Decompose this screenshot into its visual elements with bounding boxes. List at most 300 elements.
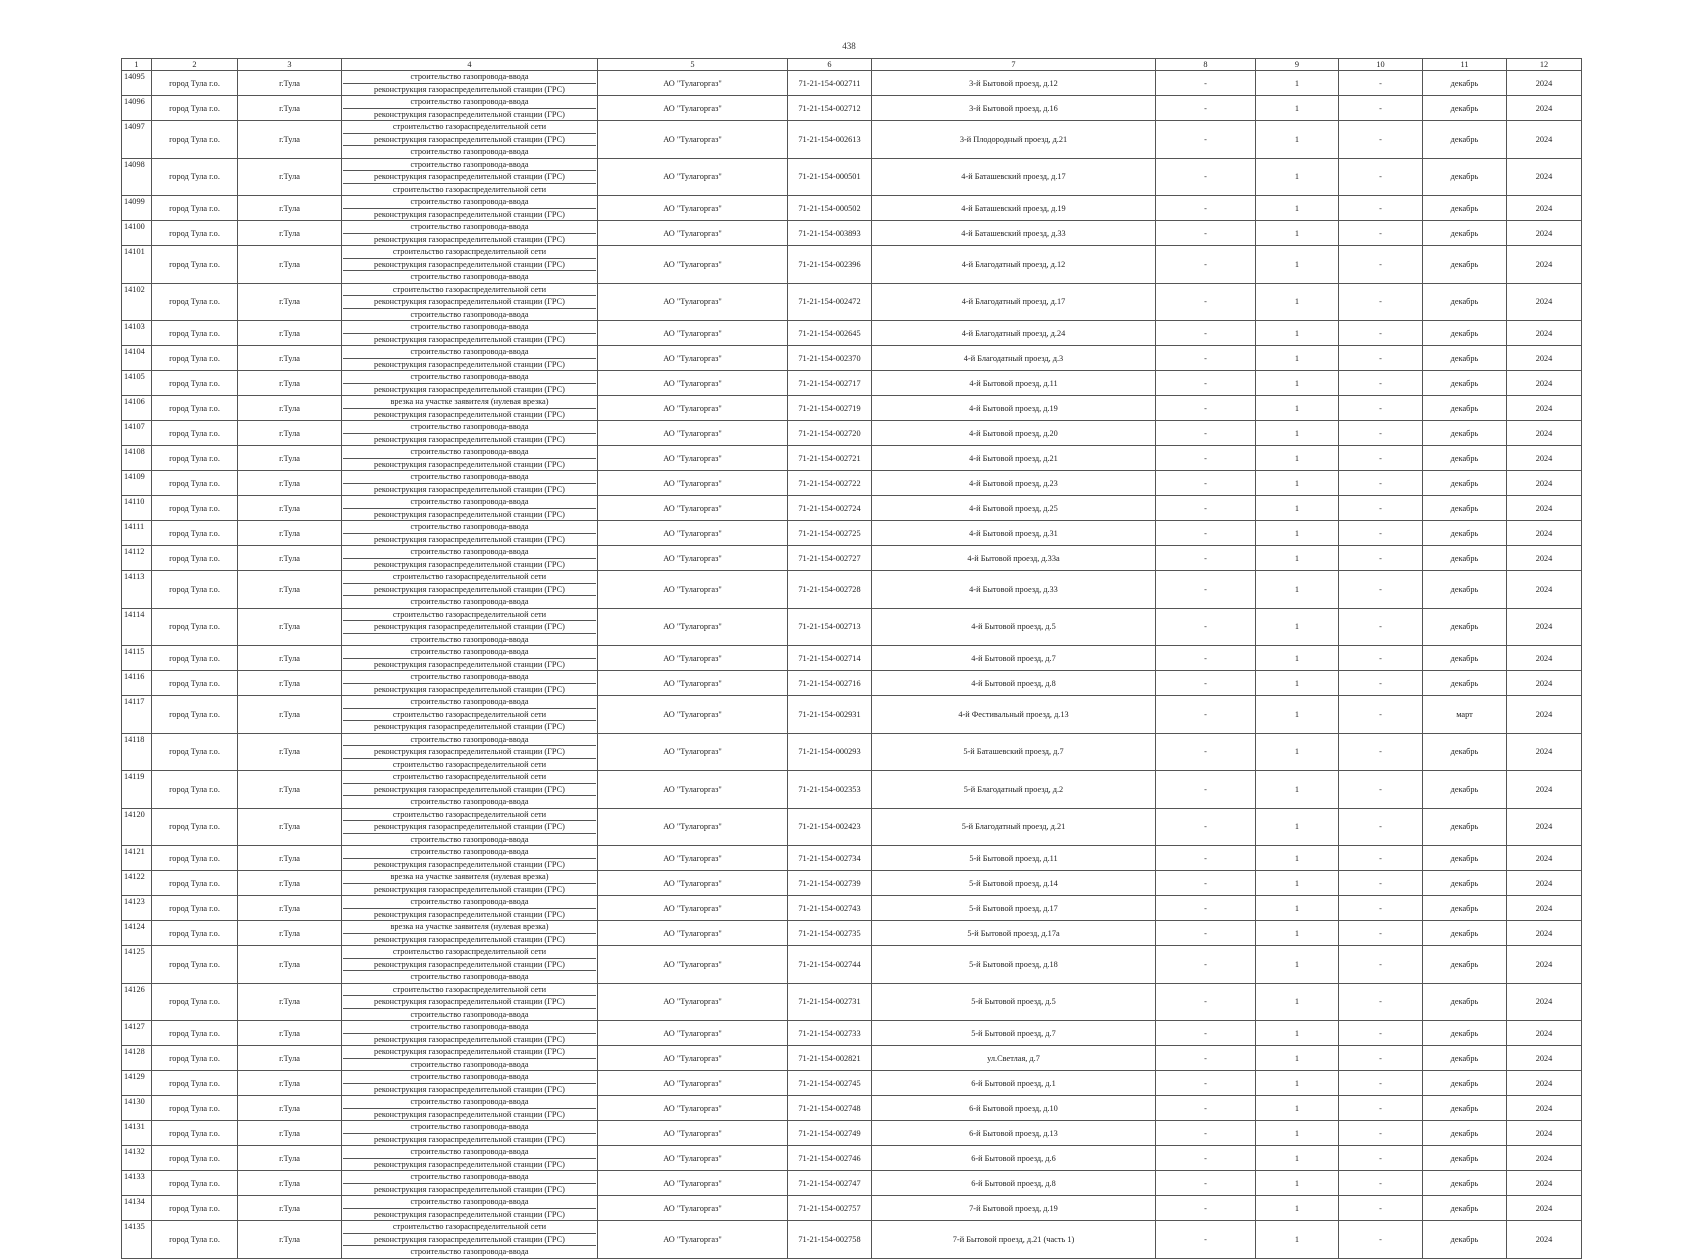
municipality-cell: город Тула г.о.: [152, 283, 238, 321]
table-row: [122, 733, 1582, 771]
organization-cell: АО "Тулагоргаз": [598, 646, 788, 671]
col8-cell: -: [1156, 1146, 1256, 1171]
works-cell: [342, 846, 598, 871]
col10-cell: -: [1339, 1146, 1423, 1171]
col10-cell: -: [1339, 771, 1423, 809]
address-cell: 5-й Бытовой проезд, д.17: [872, 896, 1156, 921]
municipality-cell: город Тула г.о.: [152, 846, 238, 871]
work-line: реконструкция газораспределительной станции (ГРС): [343, 358, 596, 371]
table-row: [122, 896, 1582, 921]
col8-cell: -: [1156, 1221, 1256, 1259]
settlement-cell: г.Тула: [238, 771, 342, 809]
month-cell: декабрь: [1423, 608, 1507, 646]
address-cell: 6-й Бытовой проезд, д.10: [872, 1096, 1156, 1121]
col10-cell: -: [1339, 446, 1423, 471]
col8-cell: -: [1156, 471, 1256, 496]
work-line: строительство газораспределительной сети: [392, 947, 547, 956]
work-line: строительство газопровода-ввода: [343, 1008, 596, 1021]
work-line: строительство газопровода-ввода: [410, 322, 529, 331]
year-cell: 2024: [1507, 733, 1582, 771]
row-number-cell: 14111: [122, 521, 152, 546]
work-line: строительство газопровода-ввода: [343, 145, 596, 158]
works-cell: [342, 871, 598, 896]
month-cell: март: [1423, 696, 1507, 734]
month-cell: декабрь: [1423, 871, 1507, 896]
municipality-cell: город Тула г.о.: [152, 471, 238, 496]
organization-cell: АО "Тулагоргаз": [598, 1096, 788, 1121]
table-row: [122, 671, 1582, 696]
settlement-cell: г.Тула: [238, 1021, 342, 1046]
municipality-cell: город Тула г.о.: [152, 1071, 238, 1096]
address-cell: 5-й Благодатный проезд, д.2: [872, 771, 1156, 809]
table-row: [122, 446, 1582, 471]
address-cell: 4-й Благодатный проезд, д.3: [872, 346, 1156, 371]
col10-cell: -: [1339, 1046, 1423, 1071]
address-cell: 7-й Бытовой проезд, д.19: [872, 1196, 1156, 1221]
year-cell: 2024: [1507, 196, 1582, 221]
work-line: реконструкция газораспределительной станции (ГРС): [343, 1033, 596, 1046]
work-line: строительство газопровода-ввода: [410, 697, 529, 706]
municipality-cell: город Тула г.о.: [152, 1171, 238, 1196]
table-row: [122, 571, 1582, 609]
work-line: строительство газопровода-ввода: [410, 522, 529, 531]
municipality-cell: город Тула г.о.: [152, 346, 238, 371]
col9-cell: 1: [1256, 546, 1339, 571]
col8-cell: -: [1156, 421, 1256, 446]
year-cell: 2024: [1507, 571, 1582, 609]
address-cell: 4-й Бытовой проезд, д.31: [872, 521, 1156, 546]
col9-cell: 1: [1256, 1071, 1339, 1096]
municipality-cell: город Тула г.о.: [152, 771, 238, 809]
table-row: [122, 983, 1582, 1021]
organization-cell: АО "Тулагоргаз": [598, 546, 788, 571]
works-cell: [342, 521, 598, 546]
col8-cell: -: [1156, 771, 1256, 809]
work-line: строительство газопровода-ввода: [343, 970, 596, 983]
month-cell: декабрь: [1423, 846, 1507, 871]
works-cell: [342, 496, 598, 521]
address-cell: 3-й Плодородный проезд, д.21: [872, 121, 1156, 159]
row-number-cell: 14123: [122, 896, 152, 921]
col8-cell: -: [1156, 733, 1256, 771]
table-row: [122, 1096, 1582, 1121]
table-row: [122, 696, 1582, 734]
row-number-cell: 14132: [122, 1146, 152, 1171]
municipality-cell: город Тула г.о.: [152, 221, 238, 246]
table-row: [122, 1071, 1582, 1096]
settlement-cell: г.Тула: [238, 871, 342, 896]
year-cell: 2024: [1507, 983, 1582, 1021]
col8-cell: -: [1156, 221, 1256, 246]
col9-cell: 1: [1256, 1221, 1339, 1259]
organization-cell: АО "Тулагоргаз": [598, 946, 788, 984]
column-header: 4: [342, 59, 598, 71]
year-cell: 2024: [1507, 608, 1582, 646]
organization-cell: АО "Тулагоргаз": [598, 1046, 788, 1071]
work-line: строительство газопровода-ввода: [410, 347, 529, 356]
col9-cell: 1: [1256, 571, 1339, 609]
col10-cell: -: [1339, 896, 1423, 921]
work-line: строительство газопровода-ввода: [410, 72, 529, 81]
col10-cell: -: [1339, 371, 1423, 396]
table-row: [122, 96, 1582, 121]
col9-cell: 1: [1256, 158, 1339, 196]
object-code-cell: 71-21-154-002757: [788, 1196, 872, 1221]
work-line: строительство газопровода-ввода: [410, 734, 529, 744]
row-number-cell: 14120: [122, 808, 152, 846]
col9-cell: 1: [1256, 871, 1339, 896]
settlement-cell: г.Тула: [238, 1096, 342, 1121]
year-cell: 2024: [1507, 808, 1582, 846]
row-number-cell: 14105: [122, 371, 152, 396]
works-cell: [342, 1146, 598, 1171]
row-number-cell: 14096: [122, 96, 152, 121]
col10-cell: -: [1339, 246, 1423, 284]
month-cell: декабрь: [1423, 246, 1507, 284]
col8-cell: -: [1156, 1021, 1256, 1046]
year-cell: 2024: [1507, 421, 1582, 446]
settlement-cell: г.Тула: [238, 1121, 342, 1146]
row-number-cell: 14101: [122, 246, 152, 284]
settlement-cell: г.Тула: [238, 221, 342, 246]
col8-cell: -: [1156, 608, 1256, 646]
work-line: строительство газопровода-ввода: [343, 795, 596, 808]
works-cell: [342, 1196, 598, 1221]
work-line: строительство газопровода-ввода: [410, 1022, 529, 1031]
work-line: строительство газопровода-ввода: [343, 1245, 596, 1258]
object-code-cell: 71-21-154-002731: [788, 983, 872, 1021]
row-number-cell: 14126: [122, 983, 152, 1021]
works-cell: [342, 121, 598, 159]
settlement-cell: г.Тула: [238, 421, 342, 446]
municipality-cell: город Тула г.о.: [152, 1096, 238, 1121]
settlement-cell: г.Тула: [238, 1146, 342, 1171]
object-code-cell: 71-21-154-002717: [788, 371, 872, 396]
month-cell: декабрь: [1423, 771, 1507, 809]
month-cell: декабрь: [1423, 221, 1507, 246]
row-number-cell: 14110: [122, 496, 152, 521]
col8-cell: -: [1156, 121, 1256, 159]
col10-cell: -: [1339, 158, 1423, 196]
works-cell: [342, 196, 598, 221]
work-line: строительство газопровода-ввода: [410, 1122, 529, 1131]
col10-cell: -: [1339, 1171, 1423, 1196]
col8-cell: -: [1156, 921, 1256, 946]
municipality-cell: город Тула г.о.: [152, 371, 238, 396]
work-line: реконструкция газораспределительной станции (ГРС): [343, 333, 596, 346]
municipality-cell: город Тула г.о.: [152, 1196, 238, 1221]
col10-cell: -: [1339, 1096, 1423, 1121]
work-line: реконструкция газораспределительной станции (ГРС): [343, 658, 596, 671]
address-cell: 4-й Бытовой проезд, д.20: [872, 421, 1156, 446]
column-header: 3: [238, 59, 342, 71]
object-code-cell: 71-21-154-002727: [788, 546, 872, 571]
works-cell: [342, 246, 598, 284]
month-cell: декабрь: [1423, 808, 1507, 846]
organization-cell: АО "Тулагоргаз": [598, 1146, 788, 1171]
year-cell: 2024: [1507, 1021, 1582, 1046]
header-row: [122, 59, 1582, 71]
settlement-cell: г.Тула: [238, 846, 342, 871]
settlement-cell: г.Тула: [238, 671, 342, 696]
month-cell: декабрь: [1423, 1096, 1507, 1121]
work-line: реконструкция газораспределительной станции (ГРС): [343, 108, 596, 121]
col8-cell: -: [1156, 571, 1256, 609]
works-cell: [342, 371, 598, 396]
municipality-cell: город Тула г.о.: [152, 421, 238, 446]
col10-cell: -: [1339, 421, 1423, 446]
year-cell: 2024: [1507, 158, 1582, 196]
works-cell: [342, 608, 598, 646]
work-line: реконструкция газораспределительной станции (ГРС): [343, 458, 596, 471]
municipality-cell: город Тула г.о.: [152, 896, 238, 921]
municipality-cell: город Тула г.о.: [152, 246, 238, 284]
object-code-cell: 71-21-154-002712: [788, 96, 872, 121]
object-code-cell: 71-21-154-002739: [788, 871, 872, 896]
settlement-cell: г.Тула: [238, 283, 342, 321]
object-code-cell: 71-21-154-002724: [788, 496, 872, 521]
col9-cell: 1: [1256, 283, 1339, 321]
works-cell: [342, 1221, 598, 1259]
municipality-cell: город Тула г.о.: [152, 808, 238, 846]
settlement-cell: г.Тула: [238, 946, 342, 984]
col8-cell: -: [1156, 496, 1256, 521]
address-cell: 4-й Бытовой проезд, д.19: [872, 396, 1156, 421]
work-line: реконструкция газораспределительной станции (ГРС): [343, 820, 596, 833]
address-cell: 4-й Благодатный проезд, д.17: [872, 283, 1156, 321]
col8-cell: -: [1156, 1121, 1256, 1146]
col9-cell: 1: [1256, 421, 1339, 446]
work-line: реконструкция газораспределительной станции (ГРС): [343, 433, 596, 446]
works-cell: [342, 396, 598, 421]
row-number-cell: 14129: [122, 1071, 152, 1096]
col8-cell: -: [1156, 71, 1256, 96]
col9-cell: 1: [1256, 446, 1339, 471]
address-cell: 4-й Благодатный проезд, д.12: [872, 246, 1156, 284]
col8-cell: -: [1156, 671, 1256, 696]
col8-cell: -: [1156, 321, 1256, 346]
table-row: [122, 396, 1582, 421]
work-line: реконструкция газораспределительной станции (ГРС): [343, 745, 596, 758]
row-number-cell: 14118: [122, 733, 152, 771]
year-cell: 2024: [1507, 221, 1582, 246]
work-line: реконструкция газораспределительной станции (ГРС): [343, 383, 596, 396]
object-code-cell: 71-21-154-002748: [788, 1096, 872, 1121]
month-cell: декабрь: [1423, 896, 1507, 921]
organization-cell: АО "Тулагоргаз": [598, 283, 788, 321]
address-cell: 4-й Бытовой проезд, д.7: [872, 646, 1156, 671]
table-row: [122, 158, 1582, 196]
col8-cell: -: [1156, 446, 1256, 471]
object-code-cell: 71-21-154-002725: [788, 521, 872, 546]
work-line: строительство газопровода-ввода: [343, 833, 596, 846]
address-cell: 4-й Бытовой проезд, д.23: [872, 471, 1156, 496]
col8-cell: -: [1156, 983, 1256, 1021]
col10-cell: -: [1339, 496, 1423, 521]
work-line: строительство газораспределительной сети: [392, 772, 547, 781]
month-cell: декабрь: [1423, 471, 1507, 496]
object-code-cell: 71-21-154-002645: [788, 321, 872, 346]
table-row: [122, 321, 1582, 346]
col9-cell: 1: [1256, 521, 1339, 546]
row-number-cell: 14135: [122, 1221, 152, 1259]
settlement-cell: г.Тула: [238, 396, 342, 421]
column-header: 10: [1339, 59, 1423, 71]
organization-cell: АО "Тулагоргаз": [598, 496, 788, 521]
address-cell: 4-й Бытовой проезд, д.11: [872, 371, 1156, 396]
table-row: [122, 496, 1582, 521]
table-row: [122, 1221, 1582, 1259]
organization-cell: АО "Тулагоргаз": [598, 221, 788, 246]
works-cell: [342, 1121, 598, 1146]
object-code-cell: 71-21-154-002722: [788, 471, 872, 496]
works-cell: [342, 346, 598, 371]
object-code-cell: 71-21-154-002744: [788, 946, 872, 984]
month-cell: декабрь: [1423, 1071, 1507, 1096]
month-cell: декабрь: [1423, 321, 1507, 346]
work-line: реконструкция газораспределительной станции (ГРС): [343, 883, 596, 896]
col9-cell: 1: [1256, 896, 1339, 921]
column-header: 5: [598, 59, 788, 71]
municipality-cell: город Тула г.о.: [152, 321, 238, 346]
col9-cell: 1: [1256, 771, 1339, 809]
settlement-cell: г.Тула: [238, 1071, 342, 1096]
work-line: строительство газопровода-ввода: [410, 422, 529, 431]
municipality-cell: город Тула г.о.: [152, 446, 238, 471]
object-code-cell: 71-21-154-002735: [788, 921, 872, 946]
works-cell: [342, 1021, 598, 1046]
table-row: [122, 283, 1582, 321]
object-code-cell: 71-21-154-000501: [788, 158, 872, 196]
row-number-cell: 14133: [122, 1171, 152, 1196]
col9-cell: 1: [1256, 608, 1339, 646]
settlement-cell: г.Тула: [238, 921, 342, 946]
table-row: [122, 1146, 1582, 1171]
col8-cell: -: [1156, 371, 1256, 396]
table-row: [122, 921, 1582, 946]
year-cell: 2024: [1507, 696, 1582, 734]
col9-cell: 1: [1256, 1121, 1339, 1146]
col9-cell: 1: [1256, 71, 1339, 96]
works-cell: [342, 896, 598, 921]
municipality-cell: город Тула г.о.: [152, 671, 238, 696]
organization-cell: АО "Тулагоргаз": [598, 696, 788, 734]
month-cell: декабрь: [1423, 1196, 1507, 1221]
col9-cell: 1: [1256, 346, 1339, 371]
work-line: реконструкция газораспределительной станции (ГРС): [343, 508, 596, 521]
work-line: реконструкция газораспределительной станции (ГРС): [343, 1208, 596, 1221]
work-line: строительство газопровода-ввода: [410, 547, 529, 556]
works-cell: [342, 671, 598, 696]
works-cell: [342, 158, 598, 196]
month-cell: декабрь: [1423, 521, 1507, 546]
settlement-cell: г.Тула: [238, 1046, 342, 1071]
municipality-cell: город Тула г.о.: [152, 921, 238, 946]
col8-cell: -: [1156, 283, 1256, 321]
month-cell: декабрь: [1423, 196, 1507, 221]
year-cell: 2024: [1507, 1046, 1582, 1071]
organization-cell: АО "Тулагоргаз": [598, 71, 788, 96]
col9-cell: 1: [1256, 221, 1339, 246]
table-row: [122, 71, 1582, 96]
work-line: строительство газопровода-ввода: [410, 447, 529, 456]
work-line: реконструкция газораспределительной станции (ГРС): [343, 295, 596, 308]
work-line: строительство газопровода-ввода: [343, 270, 596, 283]
month-cell: декабрь: [1423, 671, 1507, 696]
organization-cell: АО "Тулагоргаз": [598, 246, 788, 284]
column-header: 8: [1156, 59, 1256, 71]
month-cell: декабрь: [1423, 96, 1507, 121]
year-cell: 2024: [1507, 671, 1582, 696]
municipality-cell: город Тула г.о.: [152, 546, 238, 571]
municipality-cell: город Тула г.о.: [152, 1221, 238, 1259]
year-cell: 2024: [1507, 371, 1582, 396]
object-code-cell: 71-21-154-002713: [788, 608, 872, 646]
col10-cell: -: [1339, 1071, 1423, 1096]
municipality-cell: город Тула г.о.: [152, 96, 238, 121]
works-cell: [342, 808, 598, 846]
object-code-cell: 71-21-154-000502: [788, 196, 872, 221]
table-row: [122, 1021, 1582, 1046]
col10-cell: -: [1339, 921, 1423, 946]
table-row: [122, 1121, 1582, 1146]
address-cell: 6-й Бытовой проезд, д.1: [872, 1071, 1156, 1096]
object-code-cell: 71-21-154-002728: [788, 571, 872, 609]
work-line: реконструкция газораспределительной станции (ГРС): [343, 858, 596, 871]
object-code-cell: 71-21-154-002734: [788, 846, 872, 871]
col10-cell: -: [1339, 1121, 1423, 1146]
settlement-cell: г.Тула: [238, 496, 342, 521]
municipality-cell: город Тула г.о.: [152, 71, 238, 96]
works-cell: [342, 546, 598, 571]
settlement-cell: г.Тула: [238, 896, 342, 921]
row-number-cell: 14114: [122, 608, 152, 646]
work-line: реконструкция газораспределительной станции (ГРС): [343, 1133, 596, 1146]
month-cell: декабрь: [1423, 371, 1507, 396]
work-line: реконструкция газораспределительной станции (ГРС): [343, 133, 596, 146]
work-line: строительство газораспределительной сети: [392, 809, 547, 819]
works-cell: [342, 1096, 598, 1121]
year-cell: 2024: [1507, 521, 1582, 546]
work-line: строительство газопровода-ввода: [410, 1072, 529, 1081]
address-cell: ул.Светлая, д.7: [872, 1046, 1156, 1071]
municipality-cell: город Тула г.о.: [152, 1121, 238, 1146]
organization-cell: АО "Тулагоргаз": [598, 896, 788, 921]
row-number-cell: 14112: [122, 546, 152, 571]
col9-cell: 1: [1256, 671, 1339, 696]
col10-cell: -: [1339, 946, 1423, 984]
work-line: строительство газораспределительной сети: [392, 247, 547, 256]
col8-cell: -: [1156, 1071, 1256, 1096]
work-line: строительство газораспределительной сети: [392, 122, 547, 131]
work-line: строительство газопровода-ввода: [410, 1147, 529, 1156]
col10-cell: -: [1339, 221, 1423, 246]
col8-cell: -: [1156, 246, 1256, 284]
settlement-cell: г.Тула: [238, 446, 342, 471]
address-cell: 5-й Бытовой проезд, д.5: [872, 983, 1156, 1021]
month-cell: декабрь: [1423, 158, 1507, 196]
address-cell: 4-й Бытовой проезд, д.8: [872, 671, 1156, 696]
work-line: реконструкция газораспределительной станции (ГРС): [343, 995, 596, 1008]
work-line: строительство газораспределительной сети: [343, 758, 596, 771]
municipality-cell: город Тула г.о.: [152, 521, 238, 546]
year-cell: 2024: [1507, 1221, 1582, 1259]
address-cell: 4-й Бытовой проезд, д.33а: [872, 546, 1156, 571]
work-line: строительство газопровода-ввода: [410, 159, 529, 169]
municipality-cell: город Тула г.о.: [152, 696, 238, 734]
organization-cell: АО "Тулагоргаз": [598, 1196, 788, 1221]
month-cell: декабрь: [1423, 546, 1507, 571]
